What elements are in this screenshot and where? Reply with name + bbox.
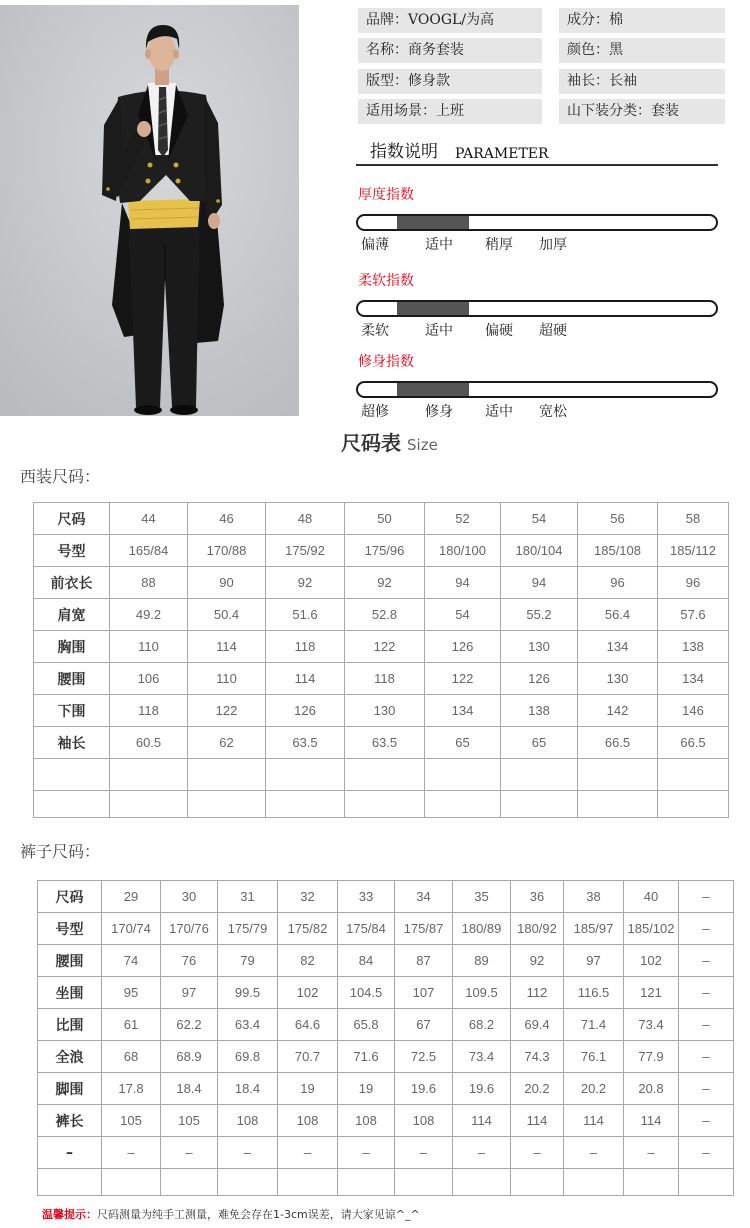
parameter-heading [356,140,718,166]
parameter-index [356,353,718,421]
table-row [38,1105,734,1137]
table-row [38,881,734,913]
size-value-cell [266,759,345,791]
table-row [38,1137,734,1169]
size-value-cell: 19 [338,1073,395,1105]
size-value-cell: 68.2 [453,1009,511,1041]
size-value-cell: 114 [453,1105,511,1137]
size-value-cell: 77.9 [624,1041,679,1073]
table-row [34,727,729,759]
size-value-cell: 170/74 [102,913,161,945]
size-value-cell: 175/82 [278,913,338,945]
size-value-cell: 60.5 [110,727,188,759]
size-value-cell: 118 [266,631,345,663]
row-label-cell: 尺码 [38,881,102,913]
size-value-cell: 74.3 [511,1041,564,1073]
size-value-cell: 46 [188,503,266,535]
shoe-right [170,405,198,415]
size-value-cell: 69.4 [511,1009,564,1041]
size-value-cell: 134 [658,663,729,695]
index-title: 柔软指数 [358,273,414,289]
size-value-cell: 35 [453,881,511,913]
size-value-cell: 138 [658,631,729,663]
index-scale-label: 偏硬 [485,323,513,339]
size-value-cell: 122 [425,663,501,695]
size-value-cell: 108 [338,1105,395,1137]
size-value-cell: – [679,1073,734,1105]
size-value-cell: 84 [338,945,395,977]
index-title: 厚度指数 [358,187,414,203]
cummerbund [128,199,200,229]
index-title: 修身指数 [358,354,414,370]
pants-size-table [37,880,734,1196]
size-value-cell: 116.5 [564,977,624,1009]
size-value-cell: 30 [161,881,218,913]
hand-left [137,121,151,137]
size-value-cell: 92 [511,945,564,977]
size-value-cell [453,1169,511,1196]
size-value-cell [345,759,425,791]
size-value-cell: 67 [395,1009,453,1041]
size-value-cell: 185/108 [578,535,658,567]
size-value-cell: – [679,1009,734,1041]
size-value-cell: 88 [110,567,188,599]
size-value-cell: 99.5 [218,977,278,1009]
size-value-cell: 62.2 [161,1009,218,1041]
row-label-cell [34,791,110,818]
size-value-cell: 36 [511,881,564,913]
size-value-cell: 18.4 [218,1073,278,1105]
size-value-cell: – [564,1137,624,1169]
note-prefix: 温馨提示： [42,1208,97,1221]
size-value-cell: 71.6 [338,1041,395,1073]
size-value-cell: 142 [578,695,658,727]
measurement-note [42,1207,420,1223]
size-value-cell [658,791,729,818]
size-value-cell: 55.2 [501,599,578,631]
row-label-cell: 腰围 [34,663,110,695]
size-value-cell: 51.6 [266,599,345,631]
size-value-cell: 114 [188,631,266,663]
table-row [34,503,729,535]
size-value-cell [278,1169,338,1196]
size-value-cell: 18.4 [161,1073,218,1105]
size-value-cell: 87 [395,945,453,977]
size-value-cell: 102 [278,977,338,1009]
size-value-cell: 104.5 [338,977,395,1009]
row-label-cell: 前衣长 [34,567,110,599]
size-value-cell: 105 [161,1105,218,1137]
size-value-cell: 185/97 [564,913,624,945]
size-value-cell: 90 [188,567,266,599]
size-chart-title-en: Size [407,436,438,454]
parameter-index [356,272,718,340]
size-value-cell: 29 [102,881,161,913]
size-value-cell: 63.5 [266,727,345,759]
size-value-cell: 114 [266,663,345,695]
index-bar-fill [397,302,469,315]
attribute-item [358,8,542,33]
size-value-cell: 34 [395,881,453,913]
size-value-cell: 68 [102,1041,161,1073]
attribute-label: 成分： [567,12,609,28]
product-photo [0,5,299,416]
size-value-cell: – [102,1137,161,1169]
row-label-cell: – [38,1137,102,1169]
size-value-cell: 97 [161,977,218,1009]
index-bar [356,214,718,231]
size-value-cell [102,1169,161,1196]
size-value-cell: 65 [501,727,578,759]
size-value-cell: 64.6 [278,1009,338,1041]
size-value-cell: 89 [453,945,511,977]
size-value-cell: 175/87 [395,913,453,945]
row-label-cell: 胸围 [34,631,110,663]
parameter-title-cn: 指数说明 [370,142,438,162]
size-value-cell: 95 [102,977,161,1009]
size-value-cell: – [395,1137,453,1169]
attribute-item [559,69,725,94]
size-value-cell: 63.4 [218,1009,278,1041]
size-value-cell: 170/76 [161,913,218,945]
index-scale-label: 超硬 [539,323,567,339]
table-row [34,791,729,818]
size-value-cell: – [679,1137,734,1169]
size-value-cell [511,1169,564,1196]
size-value-cell: 118 [110,695,188,727]
size-value-cell: 70.7 [278,1041,338,1073]
size-value-cell: 33 [338,881,395,913]
index-scale-label: 加厚 [539,237,567,253]
size-value-cell: 65 [425,727,501,759]
size-value-cell: 108 [218,1105,278,1137]
size-value-cell: 62 [188,727,266,759]
size-value-cell: 19.6 [453,1073,511,1105]
attribute-label: 颜色： [567,42,609,59]
table-row [38,913,734,945]
index-scale-label: 适中 [485,404,513,420]
attribute-label: 版型： [366,72,408,89]
row-label-cell: 腰围 [38,945,102,977]
size-value-cell: – [679,913,734,945]
table-row [34,567,729,599]
row-label-cell: 脚围 [38,1073,102,1105]
attribute-grid [358,8,725,124]
size-value-cell: – [624,1137,679,1169]
size-value-cell: – [453,1137,511,1169]
pants-size-heading: 裤子尺码： [20,842,101,861]
size-value-cell: 122 [188,695,266,727]
size-value-cell: 108 [278,1105,338,1137]
row-label-cell: 号型 [38,913,102,945]
size-value-cell: 74 [102,945,161,977]
size-value-cell: 106 [110,663,188,695]
size-value-cell [501,759,578,791]
size-value-cell: 69.8 [218,1041,278,1073]
size-value-cell [658,759,729,791]
size-value-cell: – [218,1137,278,1169]
size-value-cell: 20.2 [511,1073,564,1105]
size-value-cell: 175/92 [266,535,345,567]
row-label-cell [38,1169,102,1196]
size-value-cell: 175/84 [338,913,395,945]
size-value-cell: – [161,1137,218,1169]
size-value-cell: 180/100 [425,535,501,567]
attribute-label: 山下装分类： [567,102,651,119]
table-row [38,1009,734,1041]
size-value-cell: – [679,1105,734,1137]
size-value-cell: 185/112 [658,535,729,567]
row-label-cell: 比围 [38,1009,102,1041]
size-value-cell [188,759,266,791]
size-value-cell: 165/84 [110,535,188,567]
size-value-cell: 122 [345,631,425,663]
attribute-value: 长袖 [609,72,637,89]
size-value-cell: 17.8 [102,1073,161,1105]
table-row [38,1169,734,1196]
size-value-cell [161,1169,218,1196]
size-value-cell: 19 [278,1073,338,1105]
size-value-cell: 61 [102,1009,161,1041]
size-value-cell: 134 [425,695,501,727]
index-bar-fill [397,383,469,396]
size-value-cell: 121 [624,977,679,1009]
size-value-cell: – [278,1137,338,1169]
size-value-cell: 180/89 [453,913,511,945]
size-value-cell [110,759,188,791]
index-scale-label: 稍厚 [485,237,513,253]
row-label-cell: 裤长 [38,1105,102,1137]
size-value-cell: 72.5 [395,1041,453,1073]
table-row [38,1041,734,1073]
row-label-cell: 全浪 [38,1041,102,1073]
row-label-cell: 号型 [34,535,110,567]
size-value-cell: 130 [578,663,658,695]
size-value-cell [218,1169,278,1196]
size-value-cell: 185/102 [624,913,679,945]
index-scale-label: 超修 [361,404,389,420]
row-label-cell: 坐围 [38,977,102,1009]
size-value-cell: 112 [511,977,564,1009]
size-value-cell: 38 [564,881,624,913]
attribute-value: VOOGL/为高 [408,12,495,28]
size-value-cell [345,791,425,818]
size-value-cell: – [679,1041,734,1073]
attribute-value: 商务套装 [408,42,464,59]
size-value-cell: 56 [578,503,658,535]
attribute-item [358,38,542,63]
size-value-cell: 130 [501,631,578,663]
attribute-value: 修身款 [408,72,450,89]
row-label-cell: 下围 [34,695,110,727]
size-value-cell: 65.8 [338,1009,395,1041]
shoe-left [134,405,162,415]
size-value-cell [188,791,266,818]
size-value-cell [578,759,658,791]
row-label-cell: 尺码 [34,503,110,535]
size-value-cell [338,1169,395,1196]
size-value-cell: 92 [345,567,425,599]
size-value-cell: 114 [564,1105,624,1137]
size-value-cell: 68.9 [161,1041,218,1073]
size-value-cell: 44 [110,503,188,535]
size-value-cell: 63.5 [345,727,425,759]
size-value-cell: 82 [278,945,338,977]
size-value-cell: 20.8 [624,1073,679,1105]
attribute-item [559,8,725,33]
suit-size-table [33,502,729,818]
size-value-cell: 180/92 [511,913,564,945]
size-value-cell: 76.1 [564,1041,624,1073]
attribute-value: 上班 [436,102,464,119]
index-bar-fill [397,216,469,229]
size-value-cell [110,791,188,818]
row-label-cell: 袖长 [34,727,110,759]
size-value-cell: – [679,881,734,913]
hand-right [208,213,220,229]
size-value-cell [425,791,501,818]
table-row [34,759,729,791]
size-value-cell [425,759,501,791]
attribute-label: 适用场景： [366,102,436,119]
index-scale-label: 偏薄 [361,237,389,253]
size-value-cell: 118 [345,663,425,695]
index-bar [356,300,718,317]
size-value-cell: – [338,1137,395,1169]
size-value-cell [564,1169,624,1196]
size-value-cell: 19.6 [395,1073,453,1105]
size-value-cell: 105 [102,1105,161,1137]
attribute-label: 名称： [366,42,408,59]
size-value-cell: 175/96 [345,535,425,567]
size-value-cell: 107 [395,977,453,1009]
size-value-cell: 32 [278,881,338,913]
size-value-cell [395,1169,453,1196]
size-value-cell: 97 [564,945,624,977]
size-value-cell: 130 [345,695,425,727]
table-row [34,535,729,567]
attribute-value: 黑 [609,42,623,59]
size-value-cell: 79 [218,945,278,977]
size-value-cell: – [679,945,734,977]
size-value-cell: 94 [425,567,501,599]
size-value-cell: 114 [511,1105,564,1137]
suit-size-heading: 西装尺码： [20,467,101,486]
size-value-cell: 175/79 [218,913,278,945]
size-value-cell: 54 [425,599,501,631]
size-value-cell: 31 [218,881,278,913]
size-value-cell: 20.2 [564,1073,624,1105]
table-row [38,1073,734,1105]
size-value-cell: 57.6 [658,599,729,631]
size-value-cell: 134 [578,631,658,663]
size-value-cell: 108 [395,1105,453,1137]
size-value-cell: 138 [501,695,578,727]
attribute-label: 品牌： [366,12,408,28]
size-value-cell: 66.5 [658,727,729,759]
size-value-cell: 76 [161,945,218,977]
size-value-cell: 92 [266,567,345,599]
index-scale-label: 修身 [425,404,453,420]
index-scale-label: 适中 [425,237,453,253]
size-value-cell: 73.4 [453,1041,511,1073]
index-scale-label: 适中 [425,323,453,339]
attribute-item [559,99,725,124]
size-value-cell: 40 [624,881,679,913]
size-value-cell: 126 [425,631,501,663]
size-value-cell [624,1169,679,1196]
attribute-label: 袖长： [567,72,609,89]
size-value-cell: 102 [624,945,679,977]
size-value-cell: 48 [266,503,345,535]
size-value-cell [679,1169,734,1196]
size-value-cell: 73.4 [624,1009,679,1041]
size-value-cell: 50 [345,503,425,535]
size-value-cell: 50.4 [188,599,266,631]
size-value-cell [266,791,345,818]
size-value-cell: 109.5 [453,977,511,1009]
size-value-cell: – [511,1137,564,1169]
size-value-cell: 58 [658,503,729,535]
parameter-index [356,186,718,254]
size-value-cell: 180/104 [501,535,578,567]
size-value-cell: 96 [578,567,658,599]
size-chart-title [341,430,438,458]
size-value-cell: 146 [658,695,729,727]
size-value-cell: 94 [501,567,578,599]
size-value-cell: 52.8 [345,599,425,631]
size-value-cell: 49.2 [110,599,188,631]
size-value-cell: 110 [188,663,266,695]
attribute-value: 套装 [651,102,679,119]
table-row [38,945,734,977]
size-value-cell [578,791,658,818]
row-label-cell [34,759,110,791]
attribute-item [358,69,542,94]
note-text: 尺码测量为纯手工测量，难免会存在1-3cm误差，请大家见谅^_^ [97,1208,420,1221]
size-value-cell: 126 [266,695,345,727]
row-label-cell: 肩宽 [34,599,110,631]
table-row [34,599,729,631]
table-row [34,695,729,727]
size-value-cell: 66.5 [578,727,658,759]
size-value-cell: 170/88 [188,535,266,567]
size-value-cell: – [679,977,734,1009]
size-value-cell: 114 [624,1105,679,1137]
attribute-item [358,99,542,124]
size-value-cell: 96 [658,567,729,599]
size-value-cell [501,791,578,818]
size-chart-title-cn: 尺码表 [341,431,401,455]
size-value-cell: 71.4 [564,1009,624,1041]
index-scale-label: 宽松 [539,404,567,420]
table-row [34,663,729,695]
index-bar [356,381,718,398]
attribute-value: 棉 [609,12,623,28]
table-row [38,977,734,1009]
size-value-cell: 54 [501,503,578,535]
parameter-title-en: PARAMETER [455,146,549,162]
table-row [34,631,729,663]
size-value-cell: 110 [110,631,188,663]
size-value-cell: 56.4 [578,599,658,631]
size-value-cell: 52 [425,503,501,535]
size-value-cell: 126 [501,663,578,695]
index-scale-label: 柔软 [361,323,389,339]
attribute-item [559,38,725,63]
